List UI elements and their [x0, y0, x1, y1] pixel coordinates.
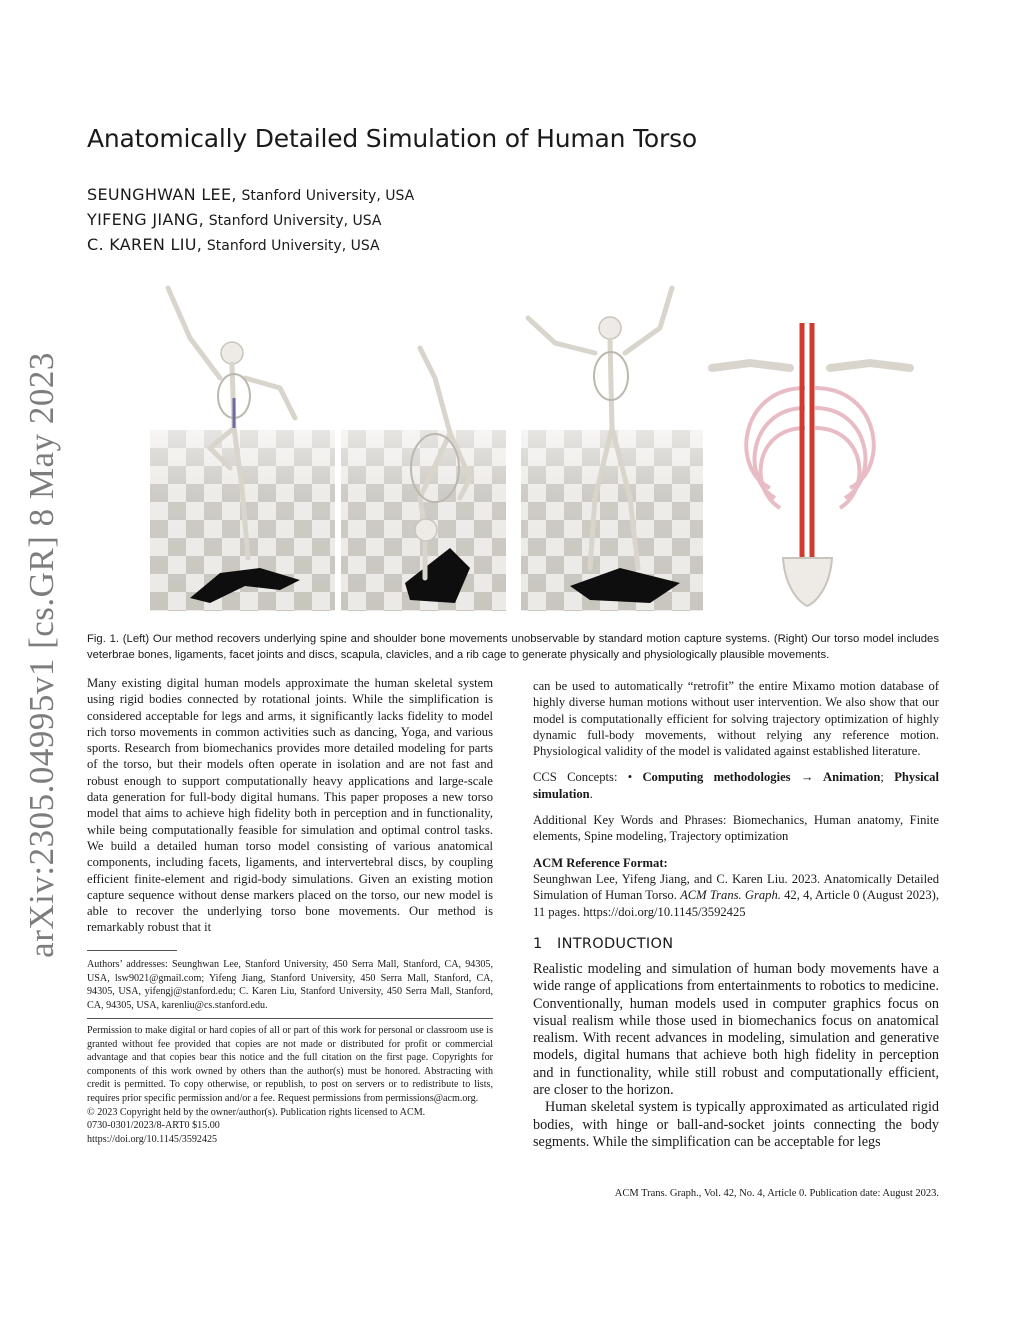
introduction-body	[533, 961, 939, 1151]
ccs-sub-animation: Animation	[823, 770, 881, 785]
permission-rule	[87, 1018, 493, 1019]
ccs-sub-physical-simulation: Physical simulation	[533, 770, 939, 801]
permission-text: Permission to make digital or hard copies of all or part of this work for personal or classroom use is granted without fee provided that copies are not made or distributed for profit or commercial advantage and that copies bear this notice and the full citation on the first page. Copyrights for components of this work owned by others than the author(s) must be honored. Abstracting with credit is permitted. To copy otherwise, or republish, to post on servers or to redistribute to lists, requires prior specific permission and/or a fee. Request permissions from permissions@acm.org.	[87, 1025, 493, 1104]
abstract-text-continued: can be used to automatically “retrofit” the entire Mixamo motion database of highly diverse human motions without user intervention. We also show that our model is computationally efficient for solving trajectory optimization of highly dynamic full-body movements, without relying any reference motion. Physiological validity of the model is validated against established literature.	[533, 679, 939, 759]
author-affiliation: Stanford University, USA	[241, 188, 415, 204]
ccs-label: CCS Concepts:	[533, 770, 628, 785]
ccs-concepts	[533, 769, 939, 802]
author-name: C. KAREN LIU,	[87, 235, 203, 254]
doi-link[interactable]: https://doi.org/10.1145/3592425	[87, 1133, 218, 1145]
panel-handstand-flip	[341, 348, 506, 611]
permission-block	[87, 1024, 493, 1146]
teaser-figure	[150, 268, 940, 613]
acm-ref-heading: ACM Reference Format:	[533, 855, 668, 870]
author-list	[87, 183, 414, 258]
keywords: Additional Key Words and Phrases: Biomechanics, Human anatomy, Finite elements, Spine modeling, Trajectory optimization	[533, 813, 939, 844]
abstract-left-column	[87, 675, 493, 936]
author-name: SEUNGHWAN LEE,	[87, 185, 237, 204]
author-name: YIFENG JIANG,	[87, 210, 204, 229]
author-entry	[87, 233, 414, 258]
section-number: 1	[533, 936, 543, 952]
copyright-line: © 2023 Copyright held by the owner/author(s). Publication rights licensed to ACM.	[87, 1106, 426, 1118]
ccs-concept: Computing methodologies	[642, 770, 791, 785]
panel-arms-raised	[521, 288, 703, 611]
author-affiliation: Stanford University, USA	[206, 238, 380, 254]
acm-ref-details: 42, 4, Article 0 (August 2023), 11 pages. https://doi.org/10.1145/3592425	[533, 888, 939, 919]
ccs-arrow: →	[790, 770, 824, 785]
page-footer: ACM Trans. Graph., Vol. 42, No. 4, Article 0. Publication date: August 2023.	[614, 1188, 939, 1199]
intro-paragraph: Realistic modeling and simulation of human body movements have a wide range of applications from entertainments to robotics to medicine. Conventionally, human models used in computer graphics focus on visual realism while those used in biomechanics focus on anatomical realism. With recent advances in modeling, simulation and generative models, digital humans that achieve both high fidelity in perception and in functionality, while still robust and computationally efficient, are closer to the horizon.	[533, 961, 939, 1099]
panel-jump-pose	[150, 288, 335, 611]
ccs-separator: ;	[880, 770, 895, 785]
ccs-end: .	[589, 786, 593, 801]
intro-paragraph: Human skeletal system is typically approximated as articulated rigid bodies, with hinge or ball-and-socket joints connecting the body segments. While the simplification can be acceptable for legs	[533, 1099, 939, 1150]
footnote-rule	[87, 950, 177, 951]
author-entry	[87, 208, 414, 233]
acm-ref-authors: Seunghwan Lee, Yifeng Jiang, and C. Karen Liu. 2023. Anatomically Detailed Simulation of Human Torso.	[533, 871, 939, 903]
authors-addresses: Authors’ addresses: Seunghwan Lee, Stanford University, 450 Serra Mall, Stanford, CA, 94305, USA, lsw9021@gmail.com; Yifeng Jiang, Stanford University, 450 Serra Mall, Stanford, CA, 94305, USA, yifengj@stanford.edu; C. Karen Liu, Stanford University, 450 Serra Mall, Stanford, CA, 94305, USA, karenliu@cs.stanford.edu.	[87, 959, 493, 1011]
panel-torso-model	[712, 323, 910, 606]
author-entry	[87, 183, 414, 208]
paper-title: Anatomically Detailed Simulation of Human Torso	[87, 124, 697, 153]
arxiv-id: arXiv:2305.04995v1 [cs.GR] 8 May 2023	[22, 352, 61, 958]
figure-caption: Fig. 1. (Left) Our method recovers underlying spine and shoulder bone movements unobservable by standard motion capture systems. (Right) Our torso model includes veterbrae bones, ligaments, facet joints and discs, scapula, clavicles, and a rib cage to generate physically and physiologically plausible movements.	[87, 633, 939, 661]
abstract-text: Many existing digital human models approximate the human skeletal system using rigid bodies connected by rotational joints. While the simplification is considered acceptable for legs and arms, it significantly lacks fidelity to model rich torso movements in common activities such as dancing, Yoga, and various sports. Research from biomechanics provides more detailed modeling for parts of the torso, but their models often operate in isolation and are not fast and robust enough to support computationally heavy applications and large-scale data generation for full-body digital humans. This paper proposes a new torso model that aims to achieve high fidelity both in perception and in functionality, while being computationally feasible for simulation and optimal control tasks. We build a detailed human torso model consisting of various anatomical components, including facets, ligaments, and intervertebral discs, by coupling efficient finite-element and rigid-body simulations. Given an existing motion capture sequence without dense markers placed on the torso, our new model is able to recover the underlying torso bone movements. Our method is remarkably robust that it	[87, 676, 493, 935]
acm-ref-journal: ACM Trans. Graph.	[680, 888, 781, 903]
acm-reference	[533, 871, 939, 920]
ccs-bullet: •	[627, 770, 643, 785]
author-affiliation: Stanford University, USA	[208, 213, 382, 229]
abstract-right-column	[533, 678, 939, 920]
section-title: INTRODUCTION	[557, 936, 674, 952]
section-heading-introduction	[533, 936, 673, 952]
arxiv-stamp	[22, 345, 62, 965]
issn-line: 0730-0301/2023/8-ART0 $15.00	[87, 1120, 220, 1132]
